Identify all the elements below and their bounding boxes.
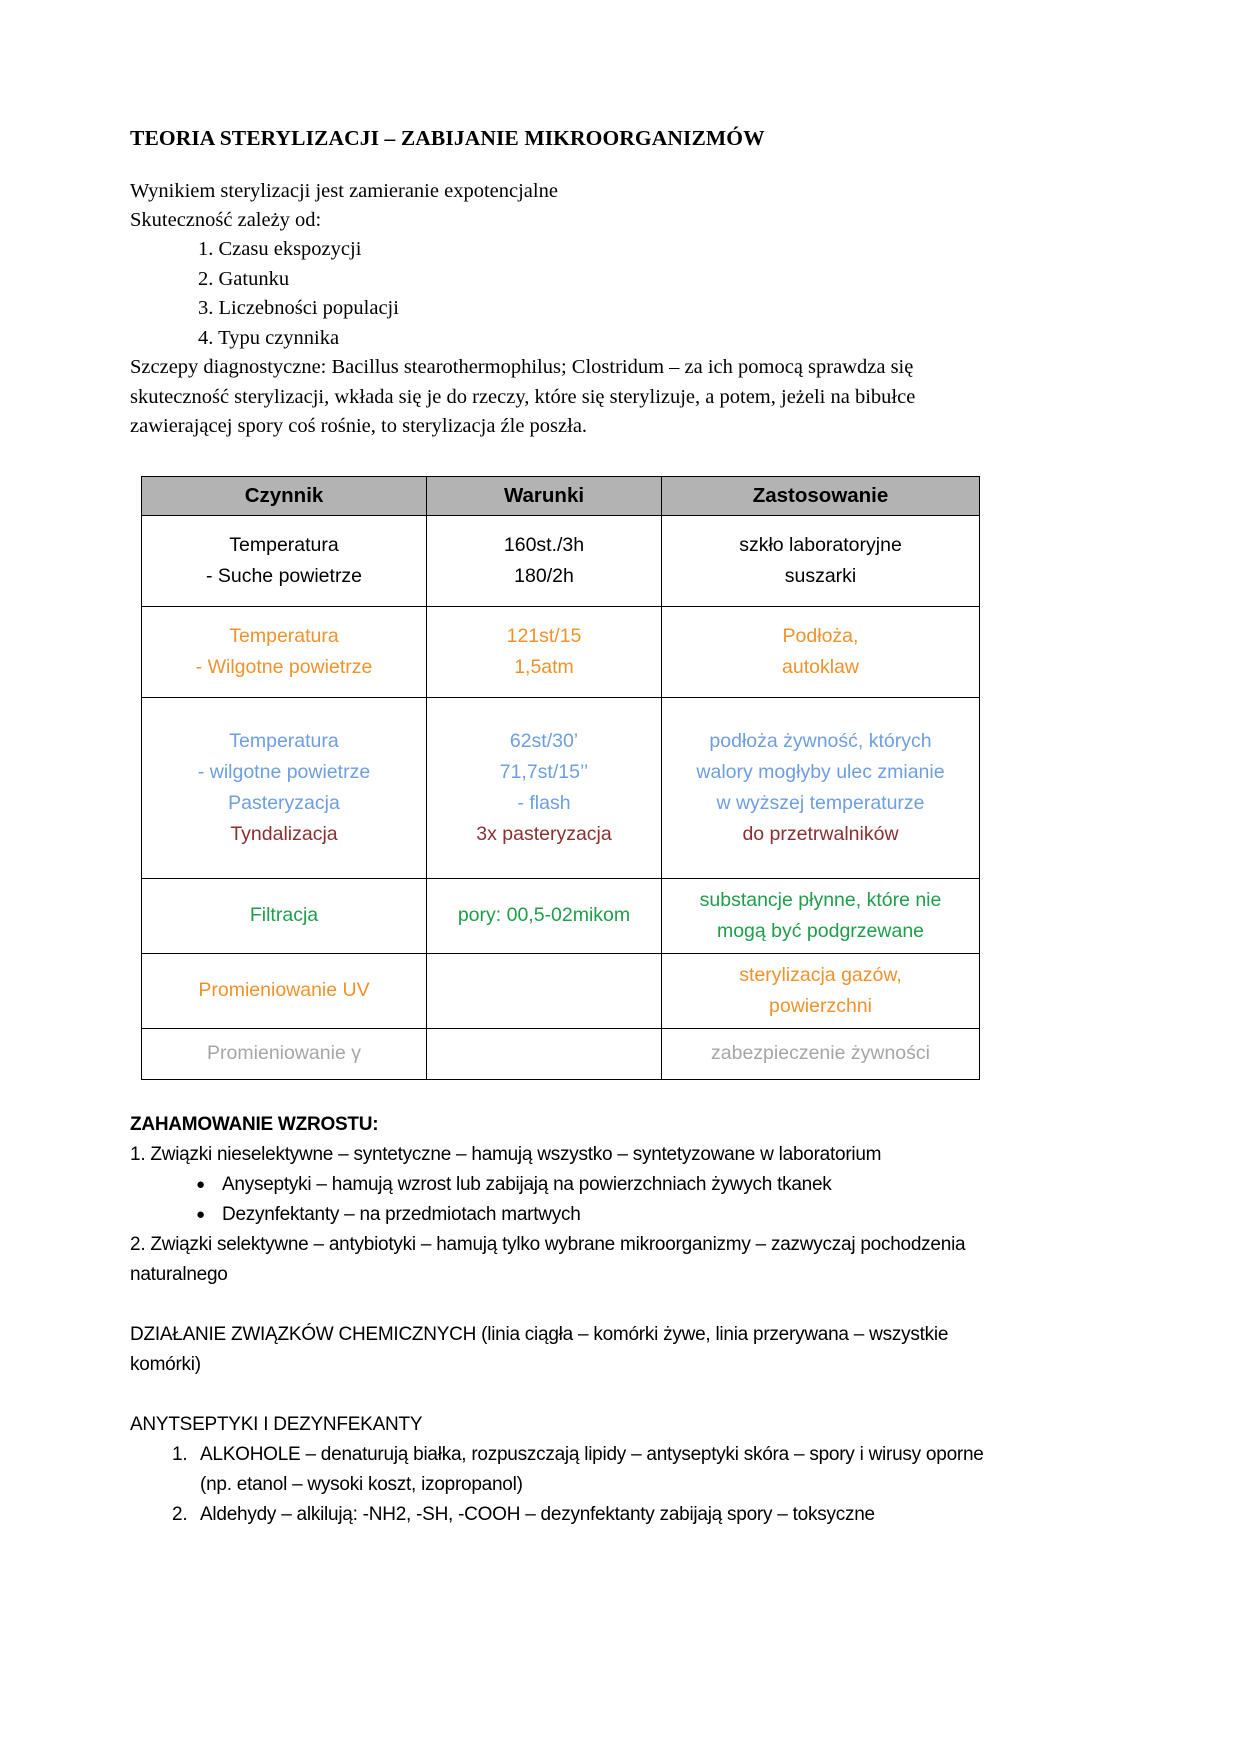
list-item-number: 2. (172, 1503, 188, 1525)
cell-warunki (427, 606, 662, 697)
column-header-zastosowanie: Zastosowanie (662, 476, 980, 515)
column-header-czynnik: Czynnik (142, 476, 427, 515)
cell-zastosowanie (662, 697, 980, 878)
cell-line: 3x pasteryzacja (476, 822, 612, 845)
cell-line: Pasteryzacja (228, 791, 340, 814)
bullet-icon: ● (196, 1175, 205, 1193)
column-header-warunki: Warunki (427, 476, 662, 515)
cell-line: w wyższej temperaturze (716, 791, 925, 814)
cell-line: - Suche powietrze (205, 564, 363, 587)
table-row (142, 515, 980, 606)
list-item (172, 1440, 990, 1500)
cell-line: pory: 00,5-02mikom (457, 904, 631, 926)
list-item-number: 1. (172, 1443, 188, 1465)
growth-item-2: 2. Związki selektywne – antybiotyki – hamują tylko wybrane mikroorganizmy – zazwyczaj pochodzenia naturalnego (130, 1233, 966, 1285)
cell-line: 1,5atm (514, 655, 574, 678)
list-item (172, 1500, 990, 1530)
factors-list (130, 235, 990, 353)
cell-line: 180/2h (514, 564, 574, 587)
cell-line: substancje płynne, które nie (699, 888, 942, 911)
intro-line-2: Skuteczność zależy od: (130, 209, 322, 231)
cell-line: szkło laboratoryjne (739, 533, 902, 556)
bullet-icon: ● (196, 1205, 205, 1223)
sterilization-table-wrapper (141, 476, 990, 1080)
cell-line: Promieniowanie γ (207, 1042, 361, 1064)
cell-czynnik (142, 953, 427, 1028)
diagnostic-strains-paragraph: Szczepy diagnostyczne: Bacillus stearothermophilus; Clostridum – za ich pomocą sprawdza się skuteczność sterylizacji, wkłada się je do rzeczy, które się sterylizuje, a potem, jeżeli na bibułce zawierającej spory coś rośnie, to sterylizacja źle poszła. (130, 356, 916, 437)
bottom-notes (130, 1110, 990, 1530)
cell-zastosowanie (662, 953, 980, 1028)
intro-line-1: Wynikiem sterylizacji jest zamieranie expotencjalne (130, 180, 558, 202)
section-heading-antiseptics: ANYTSEPTYKI I DEZYNFEKANTY (130, 1413, 423, 1435)
cell-zastosowanie (662, 515, 980, 606)
cell-line: Temperatura (229, 533, 339, 556)
table-row (142, 1028, 980, 1079)
cell-line: walory mogłyby ulec zmianie (696, 760, 945, 783)
cell-line: Filtracja (249, 904, 319, 926)
list-item: 4. Typu czynnika (198, 326, 340, 349)
cell-line: - wilgotne powietrze (197, 760, 371, 783)
spacer (130, 1380, 990, 1410)
growth-item-1: 1. Związki nieselektywne – syntetyczne – hamują wszystko – syntetyzowane w laboratorium (130, 1143, 882, 1165)
cell-line: mogą być podgrzewane (716, 919, 925, 942)
list-item: 2. Gatunku (198, 267, 290, 290)
cell-zastosowanie (662, 1028, 980, 1079)
antiseptics-list (130, 1440, 990, 1530)
list-item: 3. Liczebności populacji (198, 297, 399, 319)
cell-czynnik (142, 1028, 427, 1079)
cell-line: suszarki (784, 564, 857, 587)
table-row (142, 697, 980, 878)
cell-warunki (427, 953, 662, 1028)
list-item-label: Aldehydy – alkilują: -NH2, -SH, -COOH – dezynfektanty zabijają spory – toksyczne (200, 1503, 875, 1525)
cell-line: 71,7st/15’’ (499, 760, 589, 783)
cell-czynnik (142, 697, 427, 878)
list-item-label: Dezynfektanty – na przedmiotach martwych (222, 1203, 581, 1225)
cell-line: 160st./3h (503, 533, 585, 556)
growth-bullet-list (130, 1170, 990, 1230)
cell-line: Temperatura (229, 624, 339, 647)
cell-line: autoklaw (782, 655, 859, 678)
section-heading-growth-inhibition: ZAHAMOWANIE WZROSTU: (130, 1113, 379, 1135)
document-content (130, 126, 990, 1530)
cell-line: Tyndalizacja (230, 822, 338, 845)
cell-line: do przetrwalników (742, 822, 899, 845)
cell-line: - flash (517, 791, 571, 814)
cell-warunki (427, 697, 662, 878)
list-item: 1. Czasu ekspozycji (198, 238, 362, 260)
cell-line: 62st/30’ (509, 729, 579, 752)
cell-czynnik (142, 515, 427, 606)
cell-line: Promieniowanie UV (198, 979, 370, 1001)
table-row (142, 953, 980, 1028)
cell-line: 121st/15 (506, 624, 582, 647)
chemical-action-paragraph: DZIAŁANIE ZWIĄZKÓW CHEMICZNYCH (linia ciągła – komórki żywe, linia przerywana – wszystkie komórki) (130, 1323, 949, 1375)
table-header-row (142, 476, 980, 515)
spacer (130, 1290, 990, 1320)
cell-zastosowanie (662, 606, 980, 697)
cell-line: powierzchni (769, 994, 872, 1017)
list-item-label: Anyseptyki – hamują wzrost lub zabijają na powierzchniach żywych tkanek (222, 1173, 832, 1195)
cell-warunki (427, 878, 662, 953)
sterilization-table (141, 476, 980, 1080)
cell-line: Temperatura (229, 729, 339, 752)
cell-warunki (427, 515, 662, 606)
list-item (196, 1170, 990, 1200)
cell-line: - Wilgotne powietrze (195, 655, 373, 678)
cell-warunki (427, 1028, 662, 1079)
page-title: TEORIA STERYLIZACJI – ZABIJANIE MIKROORGANIZMÓW (130, 126, 765, 150)
list-item (196, 1200, 990, 1230)
cell-line: zabezpieczenie żywności (711, 1042, 930, 1064)
table-row (142, 878, 980, 953)
cell-line: Podłoża, (782, 624, 859, 647)
cell-line: sterylizacja gazów, (739, 963, 902, 986)
cell-zastosowanie (662, 878, 980, 953)
cell-czynnik (142, 606, 427, 697)
list-item-label: ALKOHOLE – denaturują białka, rozpuszczają lipidy – antyseptyki skóra – spory i wirusy oporne (np. etanol – wysoki koszt, izopropanol) (200, 1443, 984, 1495)
table-row (142, 606, 980, 697)
cell-line: podłoża żywność, których (709, 729, 932, 752)
cell-czynnik (142, 878, 427, 953)
